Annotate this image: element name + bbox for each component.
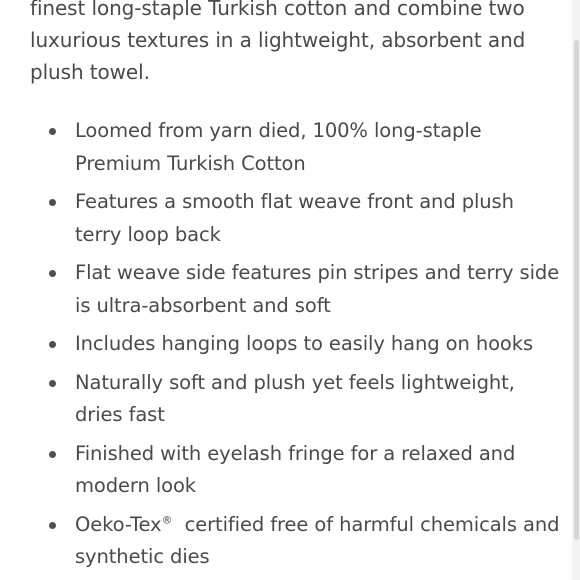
feature-text: Features a smooth flat weave front and plush terry loop back: [75, 190, 514, 246]
scrollbar-thumb[interactable]: [574, 40, 579, 540]
feature-text-after: certified free of harmful chemicals and synthetic dies: [75, 512, 566, 568]
feature-item: [30, 186, 560, 251]
bullet-icon: [49, 522, 56, 529]
feature-item: [30, 328, 560, 361]
feature-text: Loomed from yarn died, 100% long-staple Premium Turkish Cotton: [75, 119, 482, 175]
registered-symbol: ®: [161, 513, 173, 526]
bullet-icon: [49, 451, 56, 458]
feature-text: Flat weave side features pin stripes and terry side is ultra-absorbent and soft: [75, 261, 560, 317]
feature-item: [30, 367, 560, 432]
feature-text: Finished with eyelash fringe for a relaxed and modern look: [75, 441, 516, 497]
intro-line: plush towel.: [30, 60, 150, 84]
feature-text: Includes hanging loops to easily hang on hooks: [75, 332, 534, 355]
intro-line: luxurious textures in a lightweight, absorbent and: [30, 28, 526, 52]
feature-item: [30, 438, 560, 503]
bullet-icon: [49, 128, 56, 135]
intro-line: finest long-staple Turkish cotton and combine two: [30, 0, 525, 20]
feature-item: [30, 257, 560, 322]
feature-item: [30, 115, 560, 180]
bullet-icon: [49, 380, 56, 387]
feature-item: [30, 509, 566, 574]
bullet-icon: [49, 341, 56, 348]
feature-text: Naturally soft and plush yet feels lightweight, dries fast: [75, 370, 515, 426]
features-list: [30, 115, 566, 580]
scrollbar-track[interactable]: [572, 0, 580, 580]
feature-text-before: Oeko-Tex: [75, 512, 162, 536]
bullet-icon: [49, 270, 56, 277]
intro-paragraph: [30, 0, 550, 88]
bullet-icon: [49, 199, 56, 206]
